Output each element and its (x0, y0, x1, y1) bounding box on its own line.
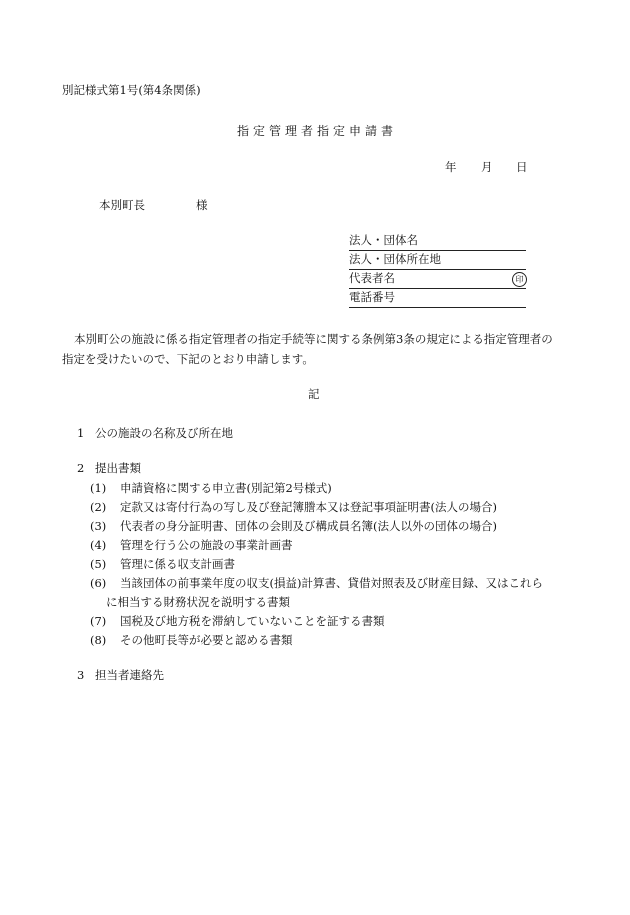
list-item-number: (7) (90, 614, 107, 628)
list-item: 申請資格に関する申立書(別記第2号様式) (120, 481, 332, 495)
list-item: 当該団体の前事業年度の収支(損益)計算書、貸借対照表及び財産目録、又はこれら (120, 576, 543, 590)
field-label: 電話番号 (349, 290, 395, 304)
addressee-name: 本別町長 (99, 198, 145, 212)
list-item-number: (2) (90, 500, 107, 514)
ki-heading: 記 (308, 387, 320, 401)
list-item-number: (6) (90, 576, 107, 590)
list-item: 代表者の身分証明書、団体の会則及び構成員名簿(法人以外の団体の場合) (120, 519, 497, 533)
seal-mark: 印 (512, 272, 527, 287)
list-item-continuation: に相当する財務状況を説明する書類 (106, 595, 290, 609)
body-paragraph: 本別町公の施設に係る指定管理者の指定手続等に関する条例第3条の規定による指定管理者の指定を受けたいので、下記のとおり申請します。 (62, 332, 553, 366)
list-item: 国税及び地方税を滞納していないことを証する書類 (120, 614, 385, 628)
section3-number: 3 (77, 668, 85, 682)
field-label: 法人・団体名 (349, 233, 418, 247)
addressee-honorific: 様 (196, 198, 208, 212)
section1-heading: 公の施設の名称及び所在地 (95, 426, 233, 440)
field-label: 法人・団体所在地 (349, 252, 441, 266)
section2-number: 2 (77, 461, 85, 475)
field-organization-name[interactable] (349, 234, 526, 251)
field-label: 代表者名 (349, 271, 395, 285)
list-item: その他町長等が必要と認める書類 (120, 633, 293, 647)
list-item-number: (5) (90, 557, 107, 571)
section1-number: 1 (77, 426, 85, 440)
list-item-number: (4) (90, 538, 107, 552)
list-item: 定款又は寄付行為の写し及び登記簿謄本又は登記事項証明書(法人の場合) (120, 500, 497, 514)
field-organization-address[interactable] (349, 253, 526, 270)
list-item-number: (1) (90, 481, 107, 495)
date-day: 日 (516, 160, 528, 174)
field-phone-number[interactable] (349, 291, 526, 308)
document-title: 指定管理者指定申請書 (237, 124, 398, 138)
date-year: 年 (445, 160, 457, 174)
list-item: 管理に係る収支計画書 (120, 557, 235, 571)
list-item-number: (8) (90, 633, 107, 647)
section2-heading: 提出書類 (95, 461, 141, 475)
date-month: 月 (481, 160, 493, 174)
section3-heading: 担当者連絡先 (95, 668, 164, 682)
list-item: 管理を行う公の施設の事業計画書 (120, 538, 293, 552)
field-representative-name[interactable] (349, 272, 526, 289)
form-reference: 別記様式第1号(第4条関係) (62, 83, 201, 97)
list-item-number: (3) (90, 519, 107, 533)
